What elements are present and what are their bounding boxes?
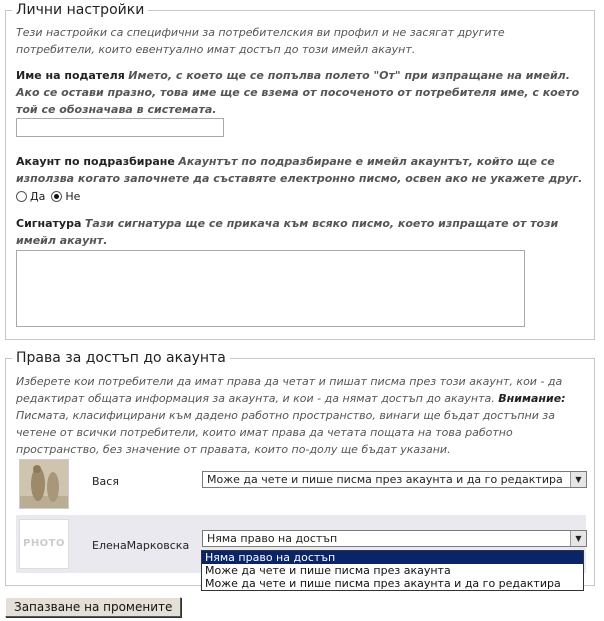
- signature-help: [16, 215, 586, 249]
- user-permission-select[interactable]: [202, 530, 587, 547]
- account-access-intro: Изберете кои потребители да имат права да четат и пишат писма през този акаунт, кои - да редактират общата информация за акаунта, и кои - да нямат достъп до акаунта.: [16, 375, 563, 405]
- default-account-yes-label[interactable]: Да: [30, 189, 46, 203]
- user-avatar-photo: [19, 459, 69, 509]
- user-name: ЕленаМарковска: [92, 539, 190, 552]
- account-access-note-label: Внимание:: [498, 392, 566, 405]
- chevron-down-icon[interactable]: ▼: [570, 531, 586, 546]
- default-account-yes-radio[interactable]: [16, 191, 27, 202]
- sender-name-label: Име на подателя: [16, 69, 125, 82]
- user-row: [16, 455, 586, 513]
- default-account-hint: Акаунтът по подразбиране е имейл акаунтът, който ще се използва когато започнете да съставяте електронно писмо, освен ако не укажете друг.: [16, 155, 583, 185]
- dropdown-option[interactable]: Може да чете и пише писма през акаунта: [205, 564, 451, 577]
- account-access-note: Писмата, класифицирани към дадено работно пространство, винаги ще бъдат достъпни за четене от всички потребители, които имат права да четата пощата на това работно пространство, без значение от правата, които по-долу ще бъдат указани.: [16, 409, 555, 456]
- sender-name-input[interactable]: [16, 118, 224, 137]
- chevron-down-icon[interactable]: ▼: [570, 472, 586, 487]
- default-account-radio-group: [16, 188, 86, 204]
- personal-settings-description: Тези настройки са специфични за потребителския ви профил и не засягат другите потребители, които евентуално имат достъп до този имейл акаунт.: [16, 26, 505, 56]
- default-account-help: [16, 153, 586, 187]
- permission-dropdown-list: [201, 550, 584, 591]
- signature-label: Сигнатура: [16, 217, 82, 230]
- user-name: Вася: [92, 475, 119, 488]
- dropdown-option[interactable]: Може да чете и пише писма през акаунта и да го редактира: [205, 577, 561, 590]
- signature-hint: Тази сигнатура ще се прикача към всяко писмо, което изпращате от този имейл акаунт.: [16, 217, 559, 247]
- account-access-description: [16, 373, 586, 458]
- personal-settings-legend: Лични настройки: [12, 2, 148, 19]
- default-account-no-radio[interactable]: [51, 191, 62, 202]
- signature-textarea[interactable]: [16, 250, 525, 327]
- sender-name-hint: Името, с което ще се попълва полето "От" при изпращане на имейл. Ако се остави празно, това име ще се взема от посоченото от потребителя име, с което той се обозначава в системата.: [16, 69, 580, 116]
- user-avatar-image: [20, 460, 69, 509]
- user-avatar-placeholder: PHOTO: [19, 519, 69, 569]
- user-permission-select[interactable]: [202, 471, 587, 488]
- user-permission-value: Може да чете и пише писма през акаунта и да го редактира: [207, 473, 563, 486]
- dropdown-option[interactable]: Няма право на достъп: [202, 551, 583, 564]
- personal-settings-fieldset: [5, 2, 595, 340]
- default-account-no-label[interactable]: Не: [65, 189, 81, 203]
- user-permission-value: Няма право на достъп: [207, 532, 338, 545]
- save-changes-button[interactable]: Запазване на промените: [5, 597, 181, 617]
- account-access-legend: Права за достъп до акаунта: [12, 350, 230, 367]
- sender-name-help: [16, 67, 586, 118]
- default-account-label: Акаунт по подразбиране: [16, 155, 175, 168]
